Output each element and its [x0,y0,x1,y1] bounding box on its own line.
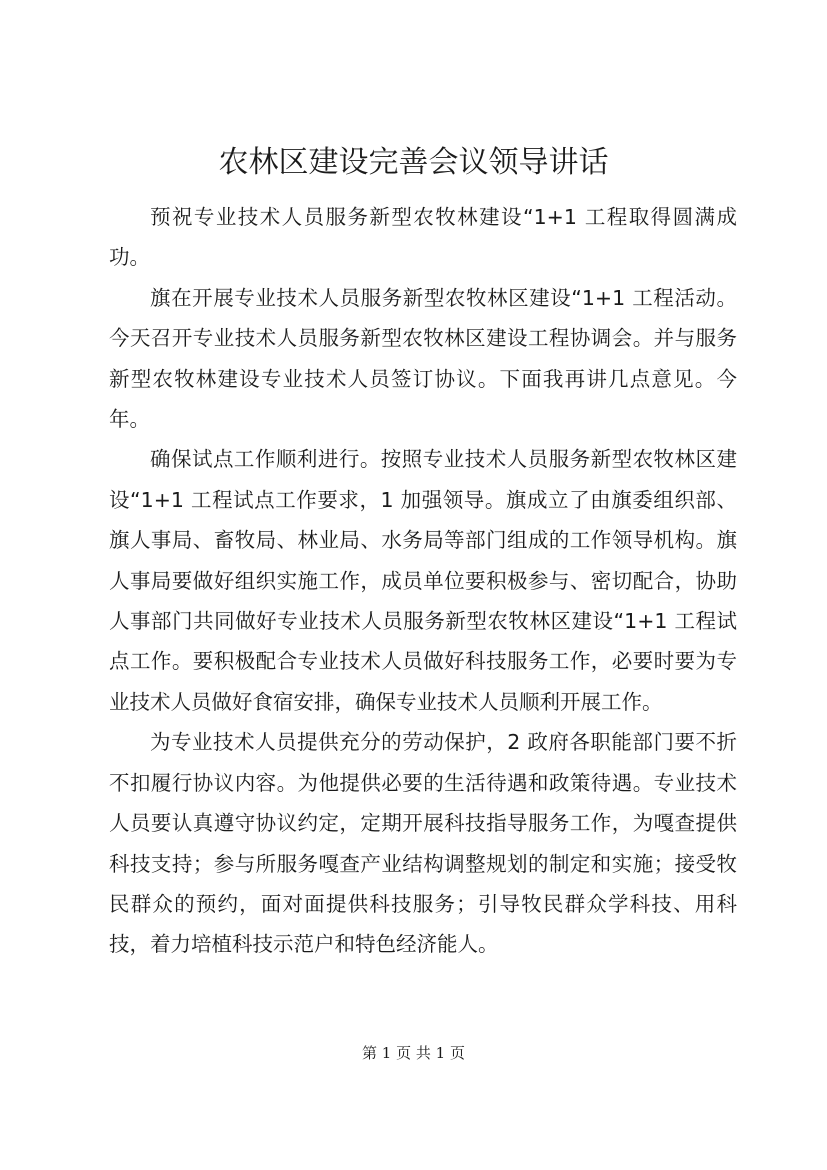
paragraph: 预祝专业技术人员服务新型农牧林建设“1+1 工程取得圆满成功。 [109,205,737,270]
paragraph: 旗在开展专业技术人员服务新型农牧林区建设“1+1 工程活动。今天召开专业技术人员服务新型农牧林区建设工程协调会。并与服务新型农牧林建设专业技术人员签订协议。下面我再讲几点意见。今年。 [109,285,737,432]
document-title: 农林区建设完善会议领导讲话 [218,145,609,180]
document-body [109,197,737,965]
paragraph: 为专业技术人员提供充分的劳动保护，2 政府各职能部门要不折不扣履行协议内容。为他提供必要的生活待遇和政策待遇。专业技术人员要认真遵守协议约定，定期开展科技指导服务工作，为嘎查提供科技支持；参与所服务嘎查产业结构调整规划的制定和实施；接受牧民群众的预约，面对面提供科技服务；引导牧民群众学科技、用科技，着力培植科技示范户和特色经济能人。 [109,730,737,957]
paragraph: 确保试点工作顺利进行。按照专业技术人员服务新型农牧林区建设“1+1 工程试点工作要求，1 加强领导。旗成立了由旗委组织部、旗人事局、畜牧局、林业局、水务局等部门组成的工作领导机构。旗人事局要做好组织实施工作，成员单位要积极参与、密切配合，协助人事部门共同做好专业技术人员服务新型农牧林区建设“1+1 工程试点工作。要积极配合专业技术人员做好科技服务工作，必要时要为专业技术人员做好食宿安排，确保专业技术人员顺利开展工作。 [109,447,737,714]
page-footer: 第 1 页 共 1 页 [362,1044,465,1062]
